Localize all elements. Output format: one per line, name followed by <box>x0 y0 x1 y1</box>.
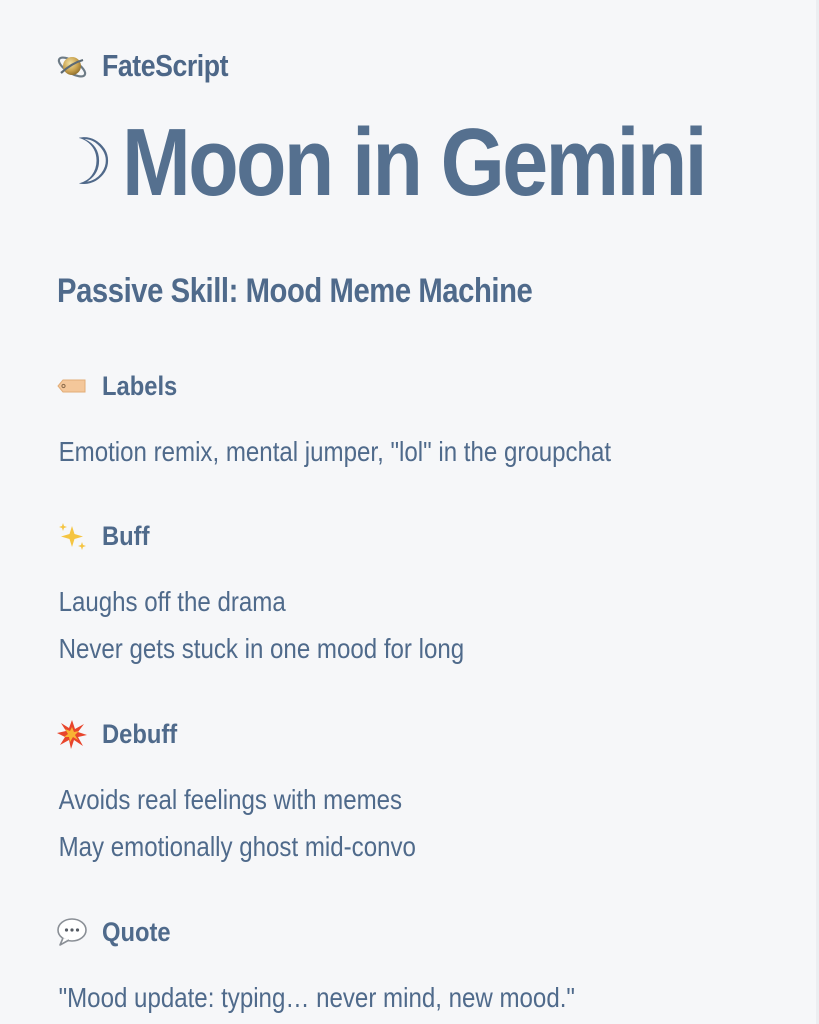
section-header <box>56 366 796 406</box>
section-header <box>56 912 796 952</box>
section-buff <box>56 516 796 672</box>
section-heading: Buff <box>102 520 150 551</box>
brand-name: FateScript <box>102 48 229 83</box>
section-line: Laughs off the drama <box>58 586 286 617</box>
brand-header <box>56 44 249 88</box>
crescent-moon-icon: ☽ <box>56 126 114 200</box>
page-subtitle: Passive Skill: Mood Meme Machine <box>57 272 533 310</box>
section-line: Avoids real feelings with memes <box>58 784 403 815</box>
quote-text: "Mood update: typing… never mind, new mood." <box>58 982 575 1013</box>
tag-icon <box>56 370 88 402</box>
collision-icon <box>56 718 88 750</box>
speech-bubble-icon <box>56 916 88 948</box>
section-header <box>56 516 796 556</box>
section-debuff <box>56 714 796 870</box>
section-heading: Labels <box>102 370 178 401</box>
section-line: Emotion remix, mental jumper, "lol" in the groupchat <box>58 436 612 467</box>
page-title <box>56 108 800 218</box>
section-heading: Quote <box>102 916 171 947</box>
section-header <box>56 714 796 754</box>
section-quote <box>56 912 796 1021</box>
sparkles-icon <box>56 520 88 552</box>
section-labels <box>56 366 796 475</box>
saturn-icon <box>56 50 88 82</box>
section-heading: Debuff <box>102 718 178 749</box>
section-line: Never gets stuck in one mood for long <box>58 633 465 664</box>
page-title-text: Moon in Gemini <box>122 109 706 216</box>
section-line: May emotionally ghost mid-convo <box>58 831 416 862</box>
